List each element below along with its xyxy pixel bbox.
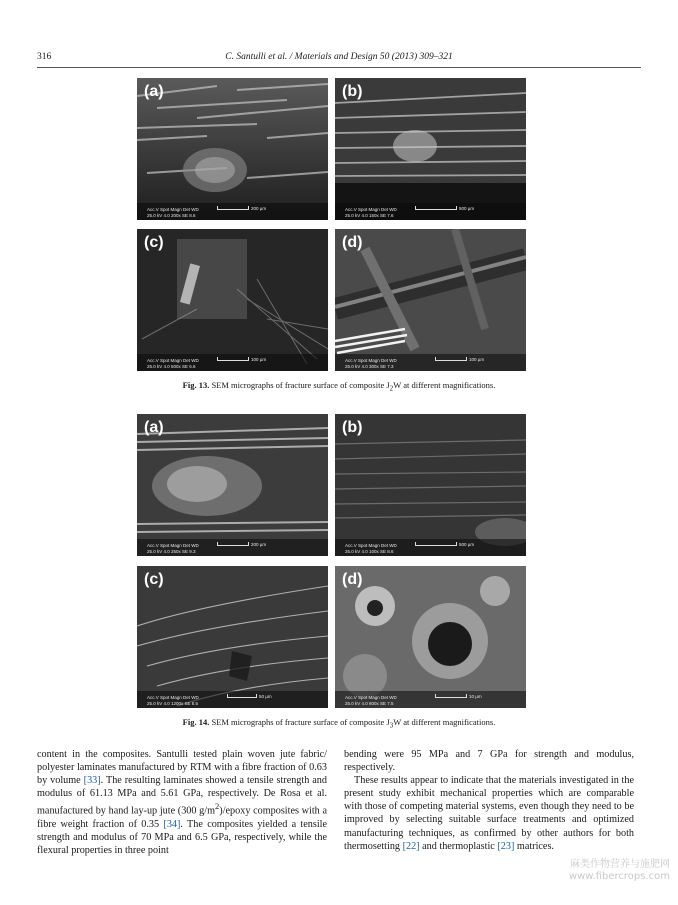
scale-label: 500 µm (459, 206, 475, 211)
sem-info-bar (335, 203, 526, 220)
paragraph: These results appear to indicate that the materials investigated in the present study exhibit mechanical properties which are comparable with those of competing material systems, even though they need to be improved by selecting suitable surface treatments and optimized manufacturing techniques, as confirmed by other authors for both thermosetting [22] and thermoplastic [23] matrices. (344, 775, 634, 852)
scale-bar (415, 542, 457, 546)
scale-label: 10 µm (469, 694, 482, 699)
sem-params-values: 25.0 kV 4.0 300x SE 7.3 (345, 364, 394, 369)
panel-label: (a) (144, 83, 164, 100)
citation-link[interactable]: [22] (402, 840, 420, 852)
sem-params-header: Acc.V Spot Magn Det WD (147, 543, 199, 548)
caption-sub: 3 (389, 721, 394, 730)
panel-label: (d) (342, 571, 363, 588)
fig14-panel-a (137, 414, 328, 556)
paragraph: content in the composites. Santulli tested plain woven jute fabric/ polyester laminates manufactured by RTM with a fibre fraction of 0.63 by volume [33]. The resulting laminates showed a tensile strength and modulus of 61.13 MPa and 5.61 GPa, respectively. De Rosa et al. manufactured by hand lay-up jute (300 $g/m^2$)/epoxy composites with a fibre weight fraction of 0.35 [34]. The composites yielded a tensile strength and modulus of 70 MPa and 6.5 GPa, respectively, while the flexural properties in three point (37, 749, 328, 857)
sem-info-bar (335, 691, 526, 708)
sem-params-values: 25.0 kV 4.0 1200x SE 8.5 (147, 701, 199, 706)
scale-label: 200 µm (251, 206, 267, 211)
panel-label: (c) (144, 234, 164, 251)
sem-info-bar (137, 203, 328, 220)
scale-bar (227, 694, 257, 698)
citation-link[interactable]: [23] (497, 840, 515, 852)
scale-bar (217, 542, 249, 546)
sem-params-header: Acc.V Spot Magn Det WD (345, 543, 397, 548)
scale-label: 50 µm (259, 694, 272, 699)
panel-label: (c) (144, 571, 164, 588)
paragraph: bending were 95 MPa and 7 GPa for strength and modulus, respectively. (344, 749, 634, 774)
scale-label: 500 µm (459, 542, 475, 547)
running-header: C. Santulli et al. / Materials and Design 50 (2013) 309–321 (225, 52, 453, 62)
fig13-panel-c (137, 229, 328, 371)
scale-bar (415, 206, 457, 210)
panel-label: (b) (342, 83, 363, 100)
caption-label: Fig. 13. (182, 380, 210, 390)
scale-label: 100 µm (469, 357, 485, 362)
watermark (569, 859, 670, 883)
sem-params-header: Acc.V Spot Magn Det WD (147, 358, 199, 363)
sem-texture (137, 566, 328, 708)
sem-texture (137, 229, 328, 371)
caption-tail: W at different magnifications. (393, 380, 496, 390)
sem-texture (137, 414, 328, 556)
sem-texture (335, 414, 526, 556)
scale-bar (435, 357, 467, 361)
sem-params-values: 25.0 kV 4.0 100x SE 8.6 (345, 549, 394, 554)
sem-texture (335, 229, 526, 371)
body-column-right (344, 748, 634, 853)
fig13-caption (0, 380, 678, 393)
sem-params-values: 25.0 kV 4.0 800x SE 7.5 (345, 701, 394, 706)
sem-texture (335, 566, 526, 708)
header-rule (37, 67, 641, 68)
fig13-panel-b (335, 78, 526, 220)
scale-bar (217, 206, 249, 210)
watermark-cn: 麻类作物营养与施肥网 (570, 859, 670, 870)
sem-params-header: Acc.V Spot Magn Det WD (345, 695, 397, 700)
sem-info-bar (137, 354, 328, 371)
sem-params-values: 25.0 kV 4.0 200x SE 8.6 (147, 213, 196, 218)
fig13-panel-d (335, 229, 526, 371)
citation-link[interactable]: [33] (83, 775, 101, 787)
scale-label: 200 µm (251, 542, 267, 547)
scale-bar (435, 694, 467, 698)
caption-tail: W at different magnifications. (393, 717, 496, 727)
sem-info-bar (137, 691, 328, 708)
scale-bar (217, 357, 249, 361)
page-number: 316 (37, 52, 52, 62)
caption-text: SEM micrographs of fracture surface of composite J (209, 380, 390, 390)
body-column-left (37, 748, 327, 857)
sem-info-bar (335, 354, 526, 371)
sem-params-header: Acc.V Spot Magn Det WD (147, 207, 199, 212)
sem-params-values: 25.0 kV 4.0 500x SE 6.6 (147, 364, 196, 369)
sem-params-header: Acc.V Spot Magn Det WD (147, 695, 199, 700)
caption-label: Fig. 14. (182, 717, 210, 727)
fig14-panel-b (335, 414, 526, 556)
sem-params-values: 25.0 kV 4.0 150x SE 7.6 (345, 213, 394, 218)
caption-text: SEM micrographs of fracture surface of composite J (209, 717, 390, 727)
panel-label: (a) (144, 419, 164, 436)
sem-params-header: Acc.V Spot Magn Det WD (345, 207, 397, 212)
sem-info-bar (335, 539, 526, 556)
sem-params-values: 25.0 kV 4.0 250x SE 9.3 (147, 549, 196, 554)
watermark-url: www.fibercrops.com (568, 871, 670, 882)
sem-texture (137, 78, 328, 220)
fig14-panel-d (335, 566, 526, 708)
fig13-panel-a (137, 78, 328, 220)
scale-label: 100 µm (251, 357, 267, 362)
sem-info-bar (137, 539, 328, 556)
fig14-panel-c (137, 566, 328, 708)
fig14-caption (0, 717, 678, 730)
panel-label: (d) (342, 234, 363, 251)
citation-link[interactable]: [34] (163, 818, 181, 830)
panel-label: (b) (342, 419, 363, 436)
sem-texture (335, 78, 526, 220)
caption-sub: 2 (389, 384, 394, 393)
sem-params-header: Acc.V Spot Magn Det WD (345, 358, 397, 363)
